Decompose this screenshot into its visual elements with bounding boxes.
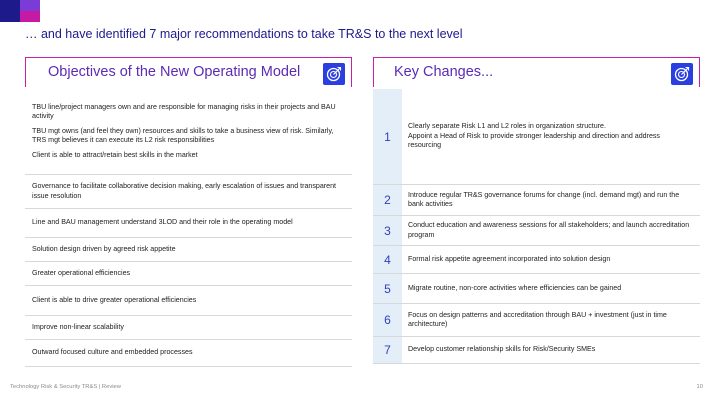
key-changes-panel-header bbox=[373, 57, 700, 87]
objectives-panel-title: Objectives of the New Operating Model bbox=[48, 64, 301, 80]
key-change-row bbox=[373, 216, 700, 246]
objective-text: Governance to facilitate collaborative decision making, early escalation of issues and transparent issue resolution bbox=[32, 182, 337, 200]
objective-text: TBU line/project managers own and are responsible for managing risks in their projects and BAU activity bbox=[32, 102, 336, 121]
key-change-number: 2 bbox=[373, 185, 402, 215]
objective-text: Outward focused culture and embedded processes bbox=[32, 348, 193, 357]
key-change-line: Appoint a Head of Risk to provide stronger leadership and direction and address resourcing bbox=[408, 131, 660, 150]
key-change-number: 6 bbox=[373, 304, 402, 336]
key-change-text bbox=[402, 185, 700, 215]
objective-text: Solution design driven by agreed risk appetite bbox=[32, 244, 176, 253]
key-change-number: 5 bbox=[373, 274, 402, 303]
key-change-line: Introduce regular TR&S governance forums for change (incl. demand mgt) and run the bank activities bbox=[408, 190, 680, 208]
target-icon bbox=[323, 63, 345, 85]
key-change-text bbox=[402, 246, 700, 273]
objective-text: Line and BAU management understand 3LOD and their role in the operating model bbox=[32, 218, 293, 227]
key-change-line: Migrate routine, non-core activities where efficiencies can be gained bbox=[408, 283, 622, 292]
objectives-panel-header bbox=[25, 57, 352, 87]
key-change-text bbox=[402, 89, 700, 184]
objective-row bbox=[25, 340, 352, 367]
page-number: 10 bbox=[696, 384, 703, 390]
objectives-list bbox=[25, 89, 352, 367]
key-change-row bbox=[373, 337, 700, 364]
objective-row bbox=[25, 238, 352, 262]
key-changes-panel-title: Key Changes... bbox=[394, 64, 494, 80]
key-change-line: Focus on design patterns and accreditation through BAU + investment (just in time architecture) bbox=[408, 310, 667, 328]
objective-row bbox=[25, 316, 352, 340]
key-change-text bbox=[402, 304, 700, 336]
objective-text: TBU mgt owns (and feel they own) resources and skills to take a business view of risk. Similarly, TRS mgt believes it can execute its L2 risk responsibilities bbox=[32, 126, 334, 145]
key-change-number: 4 bbox=[373, 246, 402, 273]
key-change-text bbox=[402, 337, 700, 363]
objective-row bbox=[25, 262, 352, 286]
key-change-line: Conduct education and awareness sessions for all stakeholders; and launch accreditation program bbox=[408, 221, 690, 239]
key-change-row bbox=[373, 274, 700, 304]
target-icon bbox=[671, 63, 693, 85]
key-change-line: Develop customer relationship skills for Risk/Security SMEs bbox=[408, 345, 596, 354]
key-change-line: Formal risk appetite agreement incorporated into solution design bbox=[408, 254, 611, 263]
key-change-row bbox=[373, 89, 700, 185]
key-change-number: 1 bbox=[373, 89, 402, 184]
key-change-row bbox=[373, 304, 700, 337]
key-change-row bbox=[373, 246, 700, 274]
objective-text: Client is able to drive greater operational efficiencies bbox=[32, 295, 197, 304]
objective-row bbox=[25, 175, 352, 209]
key-changes-list bbox=[373, 89, 700, 364]
objective-text: Client is able to attract/retain best skills in the market bbox=[32, 150, 198, 159]
objective-text: Greater operational efficiencies bbox=[32, 268, 131, 277]
key-change-text bbox=[402, 274, 700, 303]
key-change-number: 3 bbox=[373, 216, 402, 245]
objective-row bbox=[25, 89, 352, 175]
objective-text: Improve non-linear scalability bbox=[32, 322, 124, 331]
footer-text: Technology Risk & Security TR&S | Review bbox=[10, 384, 121, 390]
objective-row bbox=[25, 286, 352, 316]
objective-row bbox=[25, 209, 352, 238]
key-change-text bbox=[402, 216, 700, 245]
key-change-row bbox=[373, 185, 700, 216]
key-change-line: Clearly separate Risk L1 and L2 roles in organization structure. bbox=[408, 122, 606, 131]
key-change-number: 7 bbox=[373, 337, 402, 363]
slide-headline: … and have identified 7 major recommendations to take TR&S to the next level bbox=[25, 27, 463, 41]
brand-logo bbox=[0, 0, 40, 22]
